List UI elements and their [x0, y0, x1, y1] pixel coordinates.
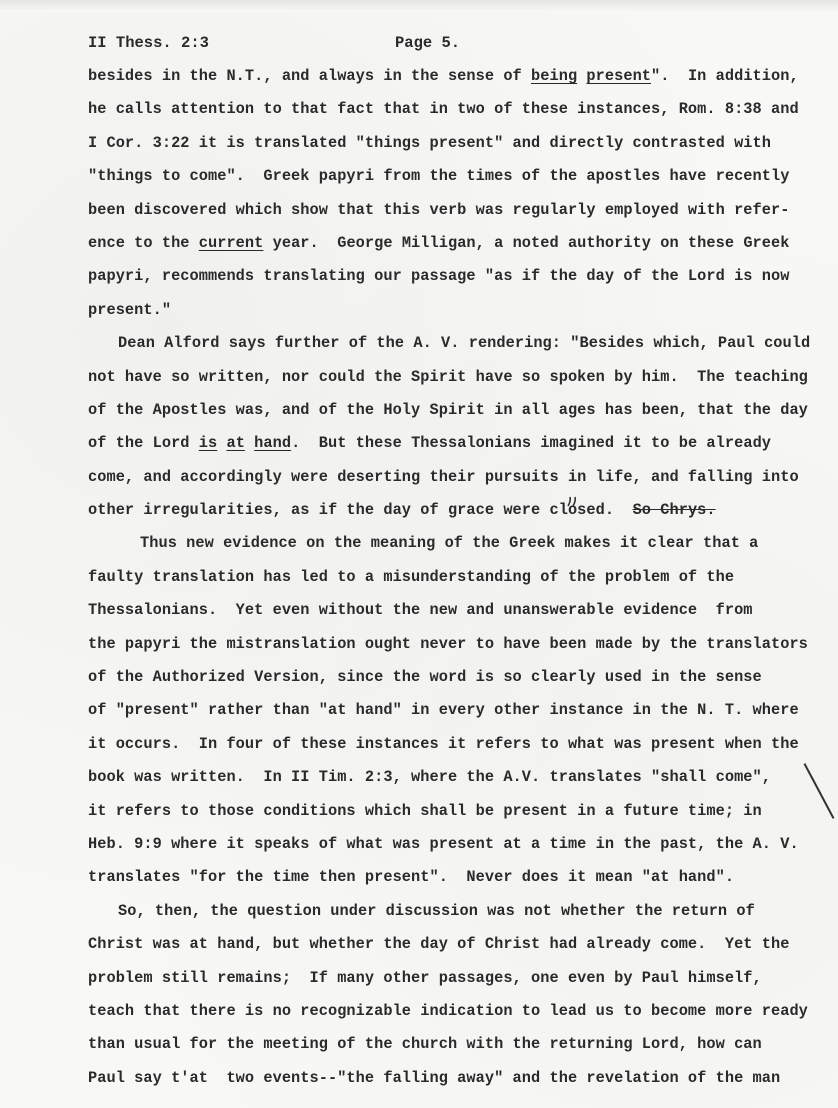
header-page-number: Page 5. — [395, 34, 461, 52]
text-segment: than usual for the meeting of the church with the returning Lord, how can — [88, 1035, 762, 1054]
scan-edge-shadow — [0, 0, 838, 12]
struck-text: So Chrys. — [632, 501, 716, 520]
text-line — [88, 60, 828, 93]
text-line — [88, 260, 828, 293]
text-line — [88, 795, 828, 828]
text-line — [88, 1028, 828, 1061]
text-line — [88, 761, 828, 794]
text-segment: of the Authorized Version, since the word is so clearly used in the sense — [88, 668, 762, 687]
text-line — [88, 394, 828, 427]
text-line — [88, 327, 828, 360]
text-segment: faulty translation has led to a misunderstanding of the problem of the — [88, 567, 735, 586]
text-segment: teach that there is no recognizable indication to lead us to become more ready — [88, 1001, 808, 1020]
text-line — [88, 527, 828, 560]
text-segment: present." — [88, 300, 172, 319]
text-segment: he calls attention to that fact that in two of these instances, Rom. 8:38 and — [88, 100, 799, 119]
text-line — [88, 461, 828, 494]
text-segment: Christ was at hand, but whether the day of Christ had already come. Yet the — [88, 935, 790, 954]
text-segment: other irregularities, as if the day of grace were closed. — [88, 501, 633, 520]
text-segment: . But these Thessalonians imagined it to be already — [291, 434, 772, 453]
text-segment: Thessalonians. Yet even without the new and unanswerable evidence from — [88, 601, 753, 620]
underlined-text: is — [198, 434, 218, 453]
text-line — [88, 995, 828, 1028]
text-segment: ence to the — [88, 233, 199, 252]
text-line — [88, 93, 828, 126]
text-line — [88, 895, 828, 928]
text-segment: of "present" rather than "at hand" in every other instance in the N. T. where — [88, 701, 799, 720]
text-line — [88, 828, 828, 861]
header-reference: II Thess. 2:3 — [88, 34, 209, 52]
document-body — [88, 60, 828, 1095]
text-segment: come, and accordingly were deserting their pursuits in life, and falling into — [88, 467, 799, 486]
text-line — [88, 127, 828, 160]
text-segment: "things to come". Greek papyri from the times of the apostles have recently — [88, 167, 790, 186]
text-line — [88, 160, 828, 193]
underlined-text: being — [531, 67, 578, 85]
text-segment: the papyri the mistranslation ought never to have been made by the translators — [88, 634, 808, 653]
underlined-text: current — [198, 233, 264, 252]
text-line — [88, 561, 828, 594]
text-line — [88, 227, 828, 260]
text-segment: Paul say t'at two events--"the falling away" and the revelation of the man — [88, 1068, 781, 1087]
underlined-text: hand — [254, 434, 292, 453]
text-segment: year. George Milligan, a noted authority on these Greek — [263, 233, 790, 252]
text-segment: problem still remains; If many other passages, one even by Paul himself, — [88, 968, 762, 987]
text-line — [88, 962, 828, 995]
text-line — [88, 661, 828, 694]
text-line — [88, 361, 828, 394]
text-segment: Dean Alford says further of the A. V. rendering: "Besides which, Paul could — [118, 334, 811, 353]
text-segment: of the Lord — [88, 434, 199, 453]
text-segment: been discovered which show that this verb was regularly employed with refer- — [88, 200, 790, 219]
underlined-text: present — [586, 67, 652, 85]
text-segment: it refers to those conditions which shall be present in a future time; in — [88, 801, 762, 820]
text-line — [88, 628, 828, 661]
text-segment: I Cor. 3:22 it is translated "things present" and directly contrasted with — [88, 133, 771, 152]
text-segment: it occurs. In four of these instances it refers to what was present when the — [88, 734, 799, 753]
text-segment: ". In addition, — [651, 67, 799, 85]
text-line — [88, 728, 828, 761]
text-line — [88, 194, 828, 227]
text-segment: papyri, recommends translating our passage "as if the day of the Lord is now — [88, 267, 790, 286]
text-line — [88, 494, 828, 527]
text-segment: besides in the N.T., and always in the sense of — [88, 67, 532, 85]
text-segment: not have so written, nor could the Spirit have so spoken by him. The teaching — [88, 367, 808, 386]
text-line — [88, 694, 828, 727]
text-segment: Thus new evidence on the meaning of the Greek makes it clear that a — [140, 534, 759, 553]
text-line — [88, 928, 828, 961]
handwritten-quote-mark — [566, 496, 578, 508]
text-line — [88, 594, 828, 627]
text-segment: of the Apostles was, and of the Holy Spirit in all ages has been, that the day — [88, 400, 808, 419]
text-segment — [245, 434, 254, 452]
text-segment: So, then, the question under discussion was not whether the return of — [118, 901, 755, 920]
text-segment: book was written. In II Tim. 2:3, where the A.V. translates "shall come", — [88, 768, 771, 787]
text-segment: translates "for the time then present". Never does it mean "at hand". — [88, 868, 735, 887]
text-line — [88, 294, 828, 327]
text-line — [88, 427, 828, 460]
text-line — [88, 1062, 828, 1095]
underlined-text: at — [226, 434, 245, 453]
text-line — [88, 861, 828, 894]
text-segment: Heb. 9:9 where it speaks of what was present at a time in the past, the A. V. — [88, 834, 799, 853]
